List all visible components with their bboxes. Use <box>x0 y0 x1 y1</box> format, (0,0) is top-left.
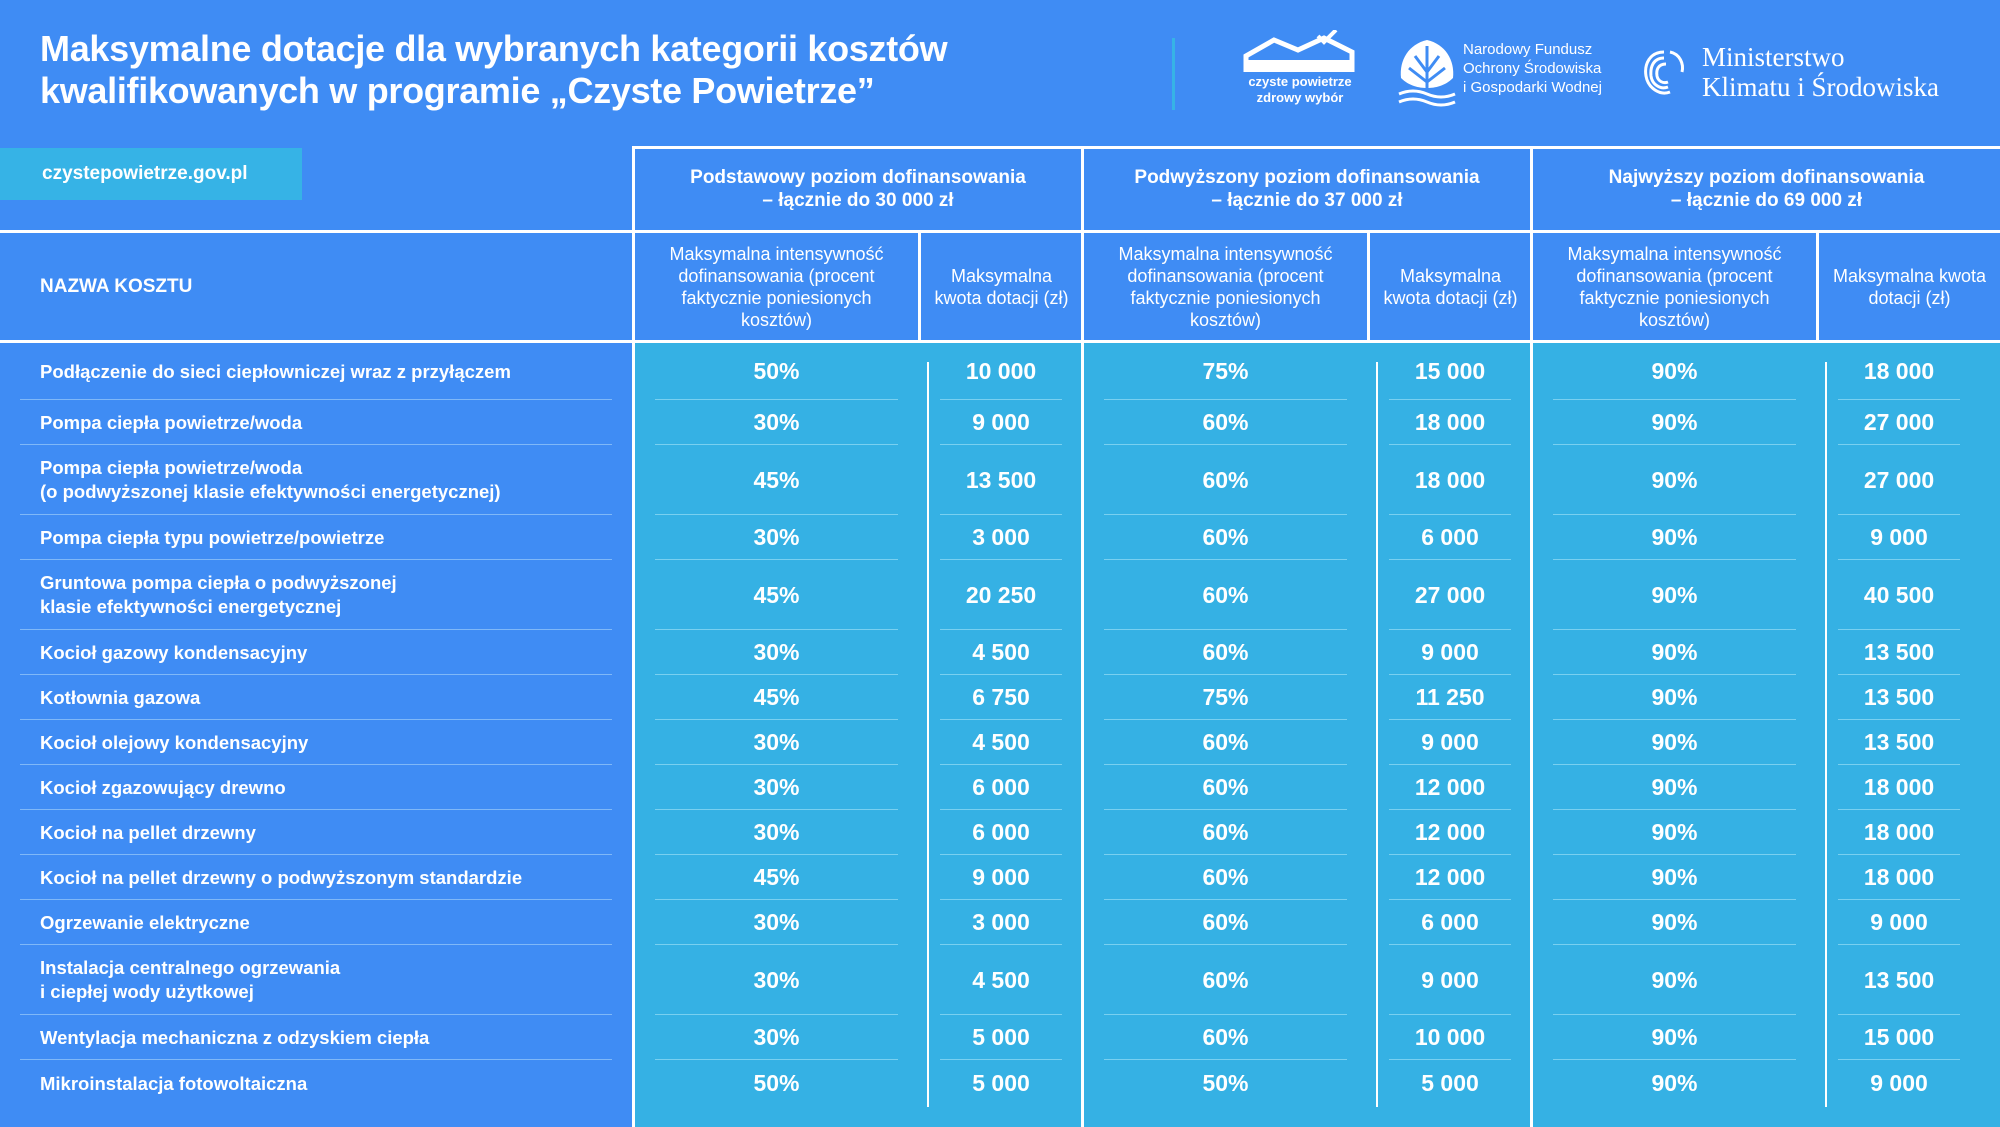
amount-cell: 9 000 <box>1870 524 1928 550</box>
grid-line <box>1816 230 1819 340</box>
page-title-line: kwalifikowanych w programie „Czyste Powietrze” <box>40 70 875 111</box>
row-name-line: Instalacja centralnego ogrzewania <box>40 957 341 978</box>
amount-cell: 13 500 <box>965 466 1037 493</box>
ministerstwo-logo <box>1640 42 1970 112</box>
logo-text <box>1702 42 1939 102</box>
intensity-cell: 60% <box>1202 774 1249 800</box>
amount-cell: 6 000 <box>972 819 1030 845</box>
intensity-cell: 90% <box>1651 1070 1698 1096</box>
intensity-cell: 50% <box>753 358 800 384</box>
amount-column-header: Maksymalna kwota dotacji (zł) <box>1383 265 1518 308</box>
group-header-line: Najwyższy poziom dofinansowania <box>1608 167 1925 188</box>
amount-cell: 27 000 <box>1414 581 1486 608</box>
amount-cell: 27 000 <box>1863 466 1935 493</box>
intensity-cell: 90% <box>1651 966 1698 993</box>
intensity-cell: 60% <box>1202 581 1249 608</box>
intensity-cell: 90% <box>1651 864 1698 890</box>
grid-line <box>1367 230 1370 340</box>
intensity-cell: 90% <box>1651 409 1698 435</box>
house-check-icon <box>1240 30 1360 74</box>
amount-cell: 9 000 <box>1421 729 1479 755</box>
amount-cell: 13 500 <box>1863 639 1935 665</box>
intensity-cell: 90% <box>1651 1024 1698 1050</box>
group-header-highest <box>1533 148 2000 230</box>
intensity-cell: 30% <box>753 1024 800 1050</box>
row-name <box>40 560 620 630</box>
amount-cell: 5 000 <box>1421 1070 1479 1096</box>
amount-cell: 13 500 <box>1863 966 1935 993</box>
group-header-basic <box>635 148 1081 230</box>
row-name-line: Kocioł na pellet drzewny o podwyższonym standardzie <box>40 866 523 888</box>
intensity-cell: 45% <box>753 581 800 608</box>
row-name <box>40 855 620 900</box>
intensity-cell: 60% <box>1202 524 1249 550</box>
amount-cell: 4 500 <box>972 639 1030 665</box>
website-url[interactable]: czystepowietrze.gov.pl <box>0 148 302 200</box>
nfosigw-tree-icon <box>1395 36 1459 108</box>
row-name-line: Kocioł olejowy kondensacyjny <box>40 731 309 753</box>
intensity-cell: 60% <box>1202 409 1249 435</box>
amount-cell: 6 750 <box>972 684 1030 710</box>
ministry-swirl-icon <box>1640 46 1688 102</box>
grid-line <box>632 146 635 1127</box>
group-header-line: – łącznie do 30 000 zł <box>762 190 954 211</box>
row-name-line: Pompa ciepła powietrze/woda <box>40 457 303 478</box>
intensity-cell: 90% <box>1651 639 1698 665</box>
intensity-cell: 60% <box>1202 966 1249 993</box>
group-header-line: – łącznie do 69 000 zł <box>1670 190 1863 211</box>
amount-column-header: Maksymalna kwota dotacji (zł) <box>1832 265 1987 308</box>
page-title <box>40 28 947 112</box>
intensity-cell: 90% <box>1651 684 1698 710</box>
row-name <box>40 515 620 560</box>
row-name <box>40 765 620 810</box>
row-name-line: Pompa ciepła typu powietrze/powietrze <box>40 526 385 548</box>
intensity-cell: 60% <box>1202 819 1249 845</box>
intensity-cell: 45% <box>753 684 800 710</box>
intensity-column-header: Maksymalna intensywność dofinansowania (procent faktycznie poniesionych kosztów) <box>669 243 884 330</box>
intensity-cell: 30% <box>753 524 800 550</box>
intensity-cell: 60% <box>1202 1024 1249 1050</box>
group-header-line: Podwyższony poziom dofinansowania <box>1134 167 1480 188</box>
row-name <box>40 810 620 855</box>
logo-text-line: Ministerstwo <box>1702 42 1845 72</box>
row-name-line: Ogrzewanie elektryczne <box>40 911 250 933</box>
amount-cell: 9 000 <box>1870 909 1928 935</box>
intensity-cell: 50% <box>753 1070 800 1096</box>
grid-line <box>918 230 921 340</box>
intensity-cell: 30% <box>753 819 800 845</box>
intensity-cell: 90% <box>1651 466 1698 493</box>
intensity-cell: 75% <box>1202 358 1249 384</box>
intensity-cell: 60% <box>1202 466 1249 493</box>
amount-cell: 18 000 <box>1863 819 1935 845</box>
row-name-line: Kocioł gazowy kondensacyjny <box>40 641 308 663</box>
amount-cell: 3 000 <box>972 524 1030 550</box>
row-name-line: Mikroinstalacja fotowoltaiczna <box>40 1072 308 1094</box>
row-name-line: Kotłownia gazowa <box>40 686 201 708</box>
amount-cell: 12 000 <box>1414 864 1486 890</box>
intensity-cell: 30% <box>753 909 800 935</box>
intensity-cell: 90% <box>1651 774 1698 800</box>
intensity-cell: 60% <box>1202 639 1249 665</box>
amount-column-header: Maksymalna kwota dotacji (zł) <box>934 265 1069 308</box>
page-title-line: Maksymalne dotacje dla wybranych kategorii kosztów <box>40 28 948 69</box>
intensity-cell: 60% <box>1202 729 1249 755</box>
amount-cell: 3 000 <box>972 909 1030 935</box>
intensity-cell: 90% <box>1651 581 1698 608</box>
amount-cell: 40 500 <box>1863 581 1935 608</box>
row-name-line: Gruntowa pompa ciepła o podwyższonej <box>40 572 397 593</box>
amount-cell: 20 250 <box>965 581 1037 608</box>
column-divider <box>1376 362 1378 1107</box>
amount-cell: 12 000 <box>1414 774 1486 800</box>
logo-text: czyste powietrze <box>1248 74 1352 89</box>
row-name-line: Kocioł na pellet drzewny <box>40 821 256 843</box>
amount-cell: 9 000 <box>972 409 1030 435</box>
amount-cell: 10 000 <box>965 358 1037 384</box>
intensity-cell: 60% <box>1202 909 1249 935</box>
grid-line <box>1081 146 1084 1127</box>
amount-cell: 5 000 <box>972 1024 1030 1050</box>
intensity-cell: 90% <box>1651 358 1698 384</box>
intensity-cell: 30% <box>753 774 800 800</box>
amount-cell: 4 500 <box>972 729 1030 755</box>
amount-cell: 18 000 <box>1414 466 1486 493</box>
amount-cell: 11 250 <box>1415 684 1485 710</box>
amount-cell: 13 500 <box>1863 729 1935 755</box>
group-header-line: – łącznie do 37 000 zł <box>1211 190 1403 211</box>
row-name <box>40 445 620 515</box>
intensity-cell: 45% <box>753 864 800 890</box>
row-name-line: Wentylacja mechaniczna z odzyskiem ciepła <box>40 1026 430 1048</box>
intensity-cell: 90% <box>1651 729 1698 755</box>
logo-text-line: Ochrony Środowiska <box>1463 60 1602 77</box>
intensity-cell: 30% <box>753 639 800 665</box>
intensity-cell: 30% <box>753 409 800 435</box>
row-name-line: Pompa ciepła powietrze/woda <box>40 411 303 433</box>
amount-cell: 9 000 <box>1421 639 1479 665</box>
amount-cell: 18 000 <box>1863 358 1935 384</box>
amount-cell: 12 000 <box>1414 819 1486 845</box>
amount-cell: 9 000 <box>1421 966 1479 993</box>
nfosigw-logo <box>1395 36 1615 116</box>
name-column-header: NAZWA KOSZTU <box>40 275 193 297</box>
column-divider <box>927 362 929 1107</box>
row-name <box>40 1015 620 1060</box>
row-name-line: i ciepłej wody użytkowej <box>40 981 254 1002</box>
intensity-cell: 50% <box>1202 1070 1249 1096</box>
amount-cell: 18 000 <box>1414 409 1486 435</box>
amount-cell: 6 000 <box>1421 524 1479 550</box>
amount-cell: 6 000 <box>1421 909 1479 935</box>
intensity-cell: 90% <box>1651 524 1698 550</box>
amount-cell: 18 000 <box>1863 864 1935 890</box>
group-header-line: Podstawowy poziom dofinansowania <box>690 167 1026 188</box>
row-name-line: (o podwyższonej klasie efektywności energetycznej) <box>40 481 501 502</box>
intensity-cell: 30% <box>753 966 800 993</box>
row-name-line: Podłączenie do sieci ciepłowniczej wraz z przyłączem <box>40 360 511 382</box>
row-name <box>40 720 620 765</box>
amount-cell: 4 500 <box>972 966 1030 993</box>
logo-text-line: i Gospodarki Wodnej <box>1463 79 1602 96</box>
intensity-cell: 45% <box>753 466 800 493</box>
intensity-cell: 90% <box>1651 909 1698 935</box>
amount-cell: 10 000 <box>1414 1024 1486 1050</box>
amount-cell: 6 000 <box>972 774 1030 800</box>
amount-cell: 15 000 <box>1863 1024 1935 1050</box>
intensity-cell: 30% <box>753 729 800 755</box>
header-divider <box>1172 38 1175 110</box>
intensity-cell: 90% <box>1651 819 1698 845</box>
row-name <box>40 900 620 945</box>
amount-cell: 9 000 <box>1870 1070 1928 1096</box>
row-name-line: Kocioł zgazowujący drewno <box>40 776 286 798</box>
logo-text-line: Klimatu i Środowiska <box>1702 72 1939 102</box>
amount-cell: 9 000 <box>972 864 1030 890</box>
intensity-cell: 60% <box>1202 864 1249 890</box>
row-name <box>40 343 620 400</box>
intensity-column-header: Maksymalna intensywność dofinansowania (procent faktycznie poniesionych kosztów) <box>1118 243 1333 330</box>
amount-cell: 18 000 <box>1863 774 1935 800</box>
logo-text-line: Narodowy Fundusz <box>1463 41 1593 58</box>
grid-line <box>1530 146 1533 1127</box>
amount-cell: 27 000 <box>1863 409 1935 435</box>
group-header-increased <box>1084 148 1530 230</box>
czyste-powietrze-logo <box>1240 30 1360 114</box>
row-name <box>40 945 620 1015</box>
row-name <box>40 400 620 445</box>
intensity-column-header: Maksymalna intensywność dofinansowania (procent faktycznie poniesionych kosztów) <box>1567 243 1782 330</box>
logo-text: zdrowy wybór <box>1256 90 1344 105</box>
row-name <box>40 675 620 720</box>
amount-cell: 13 500 <box>1863 684 1935 710</box>
row-name <box>40 1060 620 1107</box>
amount-cell: 15 000 <box>1414 358 1486 384</box>
intensity-cell: 75% <box>1202 684 1249 710</box>
amount-cell: 5 000 <box>972 1070 1030 1096</box>
row-name <box>40 630 620 675</box>
row-name-line: klasie efektywności energetycznej <box>40 596 342 617</box>
column-divider <box>1825 362 1827 1107</box>
logo-text <box>1463 40 1602 97</box>
